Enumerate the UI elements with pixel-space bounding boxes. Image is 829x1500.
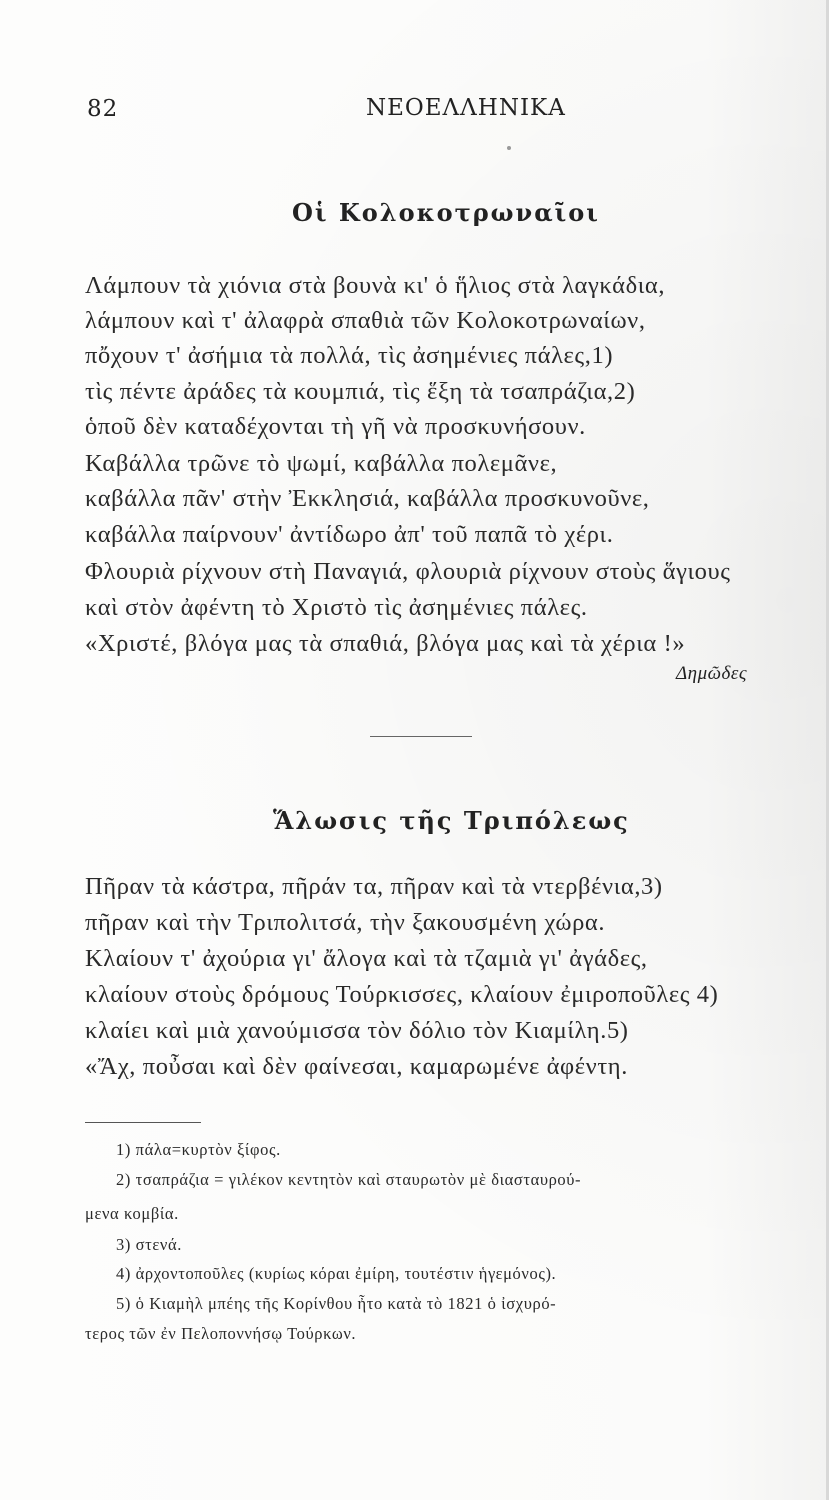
section-divider	[370, 736, 472, 737]
poem-title-alosis-tripoleos: Ἅλωσις τῆς Τριπόλεως	[273, 806, 630, 835]
poem-title-kolokotronaioi: Οἱ Κολοκοτρωναῖοι	[292, 198, 600, 227]
footnote: 2) τσαπράζια = γιλέκον κεντητὸν καὶ σταυρωτὸν μὲ διασταυρού-	[116, 1170, 582, 1189]
verse-line: κλαίουν στοὺς δρόμους Τούρκισσες, κλαίουν ἐμιροποῦλες 4)	[85, 981, 719, 1008]
verse-line: λάμπουν καὶ τ' ἀλαφρὰ σπαθιὰ τῶν Κολοκοτρωναίων,	[85, 307, 646, 334]
verse-line: ὁποῦ δὲν καταδέχονται τὴ γῆ νὰ προσκυνήσουν.	[85, 413, 586, 440]
verse-line: πὄχουν τ' ἀσήμια τὰ πολλά, τὶς ἀσημένιες πάλες,1)	[85, 342, 614, 369]
verse-line: Πῆραν τὰ κάστρα, πῆράν τα, πῆραν καὶ τὰ ντερβένια,3)	[85, 873, 663, 900]
footnote: 1) πάλα=κυρτὸν ξίφος.	[116, 1140, 281, 1159]
verse-line: τὶς πέντε ἀράδες τὰ κουμπιά, τὶς ἕξη τὰ τσαπράζια,2)	[85, 378, 636, 405]
verse-line: καβάλλα παίρνουν' ἀντίδωρο ἀπ' τοῦ παπᾶ τὸ χέρι.	[85, 521, 614, 548]
verse-line: «Χριστέ, βλόγα μας τὰ σπαθιά, βλόγα μας καὶ τὰ χέρια !»	[85, 630, 686, 657]
verse-line: «Ἄχ, ποὖσαι καὶ δὲν φαίνεσαι, καμαρωμένε ἀφέντη.	[85, 1053, 628, 1080]
footnote: 5) ὁ Κιαμὴλ μπέης τῆς Κορίνθου ἦτο κατὰ τὸ 1821 ὁ ἰσχυρό-	[116, 1294, 557, 1313]
page-number: 82	[87, 96, 119, 122]
footnote: 3) στενά.	[116, 1235, 182, 1254]
verse-line: πῆραν καὶ τὴν Τριπολιτσά, τὴν ξακουσμένη χώρα.	[85, 909, 606, 936]
verse-line: Κλαίουν τ' ἀχούρια γι' ἄλογα καὶ τὰ τζαμιὰ γι' ἀγάδες,	[85, 945, 648, 972]
poem-source: Δημῶδες	[676, 663, 748, 684]
print-speck	[507, 146, 511, 150]
footnotes-rule	[85, 1122, 201, 1123]
verse-line: Καβάλλα τρῶνε τὸ ψωμί, καβάλλα πολεμᾶνε,	[85, 450, 558, 477]
verse-line: καὶ στὸν ἀφέντη τὸ Χριστὸ τὶς ἀσημένιες πάλες.	[85, 594, 588, 621]
footnote: 4) ἀρχοντοποῦλες (κυρίως κόραι ἐμίρη, τουτέστιν ἡγεμόνος).	[116, 1264, 557, 1283]
running-title: ΝΕΟΕΛΛΗΝΙΚΑ	[366, 95, 566, 121]
footnote-continuation: μενα κομβία.	[85, 1204, 179, 1223]
footnote-continuation: τερος τῶν ἐν Πελοποννήσῳ Τούρκων.	[85, 1324, 357, 1343]
verse-line: κλαίει καὶ μιὰ χανούμισσα τὸν δόλιο τὸν Κιαμίλη.5)	[85, 1017, 629, 1044]
verse-line: Λάμπουν τὰ χιόνια στὰ βουνὰ κι' ὁ ἥλιος στὰ λαγκάδια,	[85, 272, 666, 299]
verse-line: καβάλλα πᾶν' στὴν Ἐκκλησιά, καβάλλα προσκυνοῦνε,	[85, 485, 650, 512]
verse-line: Φλουριὰ ρίχνουν στὴ Παναγιά, φλουριὰ ρίχνουν στοὺς ἅγιους	[85, 558, 731, 585]
